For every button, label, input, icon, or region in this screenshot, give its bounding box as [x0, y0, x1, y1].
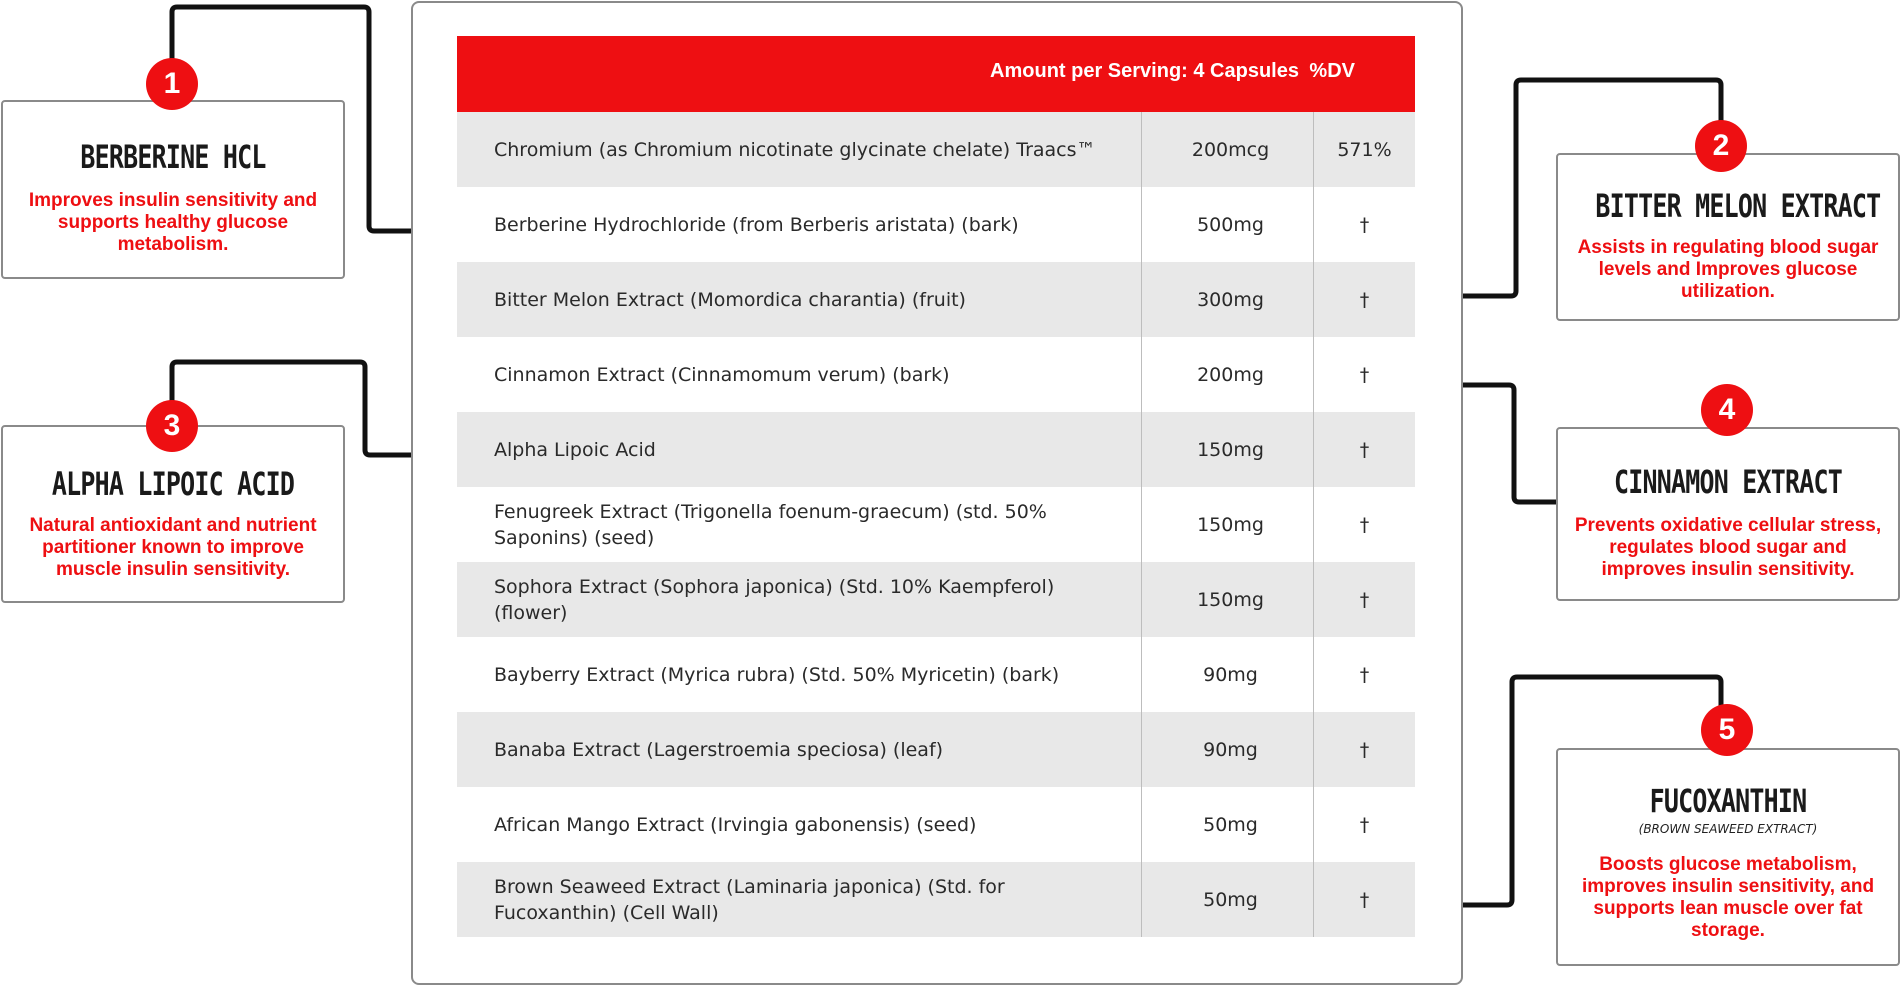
ingredient-dv: † — [1359, 738, 1370, 761]
ingredient-dv: † — [1359, 813, 1370, 836]
callout-title: ALPHA LIPOIC ACID — [51, 465, 295, 503]
ingredient-dv: † — [1359, 438, 1370, 461]
ingredient-name: Alpha Lipoic Acid — [494, 438, 656, 461]
table-row — [457, 337, 1415, 412]
ingredient-amount: 200mcg — [1191, 138, 1270, 161]
callout-description: Natural antioxidant and nutrient partitioner known to improve muscle insulin sensitivity. — [29, 515, 317, 580]
ingredient-amount: 500mg — [1197, 213, 1264, 236]
table-row — [457, 862, 1415, 937]
callout-title: FUCOXANTHIN — [1649, 782, 1807, 820]
ingredient-dv: † — [1359, 213, 1370, 236]
ingredient-name: Bayberry Extract (Myrica rubra) (Std. 50% Myricetin) (bark) — [494, 663, 1060, 686]
ingredient-name: African Mango Extract (Irvingia gabonensis) (seed) — [494, 813, 977, 836]
callout-title: BITTER MELON EXTRACT — [1595, 187, 1881, 225]
table-row — [457, 112, 1415, 187]
callout-description: Prevents oxidative cellular stress, regulates blood sugar and improves insulin sensitivity. — [1574, 515, 1882, 580]
callout-description: Assists in regulating blood sugar levels and Improves glucose utilization. — [1577, 237, 1879, 302]
callout-berberine — [1, 100, 345, 279]
table-row — [457, 712, 1415, 787]
table-header — [457, 36, 1415, 112]
ingredient-name: Cinnamon Extract (Cinnamomum verum) (bark) — [494, 363, 950, 386]
ingredient-name: Fenugreek Extract (Trigonella foenum-graecum) (std. 50% Saponins) (seed) — [494, 500, 1047, 549]
ingredient-amount: 300mg — [1197, 288, 1264, 311]
ingredient-dv: † — [1359, 588, 1370, 611]
header-amount: Amount per Serving: 4 Capsules — [990, 60, 1299, 82]
callout-number-badge: 1 — [146, 58, 198, 110]
table-row — [457, 562, 1415, 637]
callout-number-badge: 5 — [1701, 704, 1753, 756]
ingredient-dv: † — [1359, 363, 1370, 386]
ingredient-amount: 150mg — [1197, 438, 1264, 461]
header-dv: %DV — [1309, 60, 1355, 82]
ingredient-amount: 90mg — [1203, 663, 1258, 686]
callout-fucoxanthin — [1556, 748, 1900, 966]
ingredient-name: Banaba Extract (Lagerstroemia speciosa) (leaf) — [494, 738, 944, 761]
ingredient-name: Berberine Hydrochloride (from Berberis aristata) (bark) — [494, 213, 1019, 236]
ingredient-amount: 50mg — [1203, 813, 1258, 836]
ingredient-dv: † — [1359, 513, 1370, 536]
table-row — [457, 787, 1415, 862]
ingredient-name: Sophora Extract (Sophora japonica) (Std. 10% Kaempferol) (flower) — [494, 575, 1055, 624]
ingredient-name: Chromium (as Chromium nicotinate glycinate chelate) Traacs™ — [494, 138, 1096, 161]
table-row — [457, 262, 1415, 337]
callout-title: CINNAMON EXTRACT — [1614, 463, 1842, 501]
ingredient-dv: 571% — [1337, 138, 1392, 161]
callout-description: Boosts glucose metabolism, improves insulin sensitivity, and supports lean muscle over fat storage. — [1581, 854, 1875, 941]
ingredient-amount: 150mg — [1197, 513, 1264, 536]
supplement-facts-table — [457, 36, 1415, 937]
table-row — [457, 412, 1415, 487]
callout-number-badge: 2 — [1695, 120, 1747, 172]
callout-cinnamon — [1556, 427, 1900, 601]
callout-description: Improves insulin sensitivity and supports healthy glucose metabolism. — [28, 190, 318, 255]
ingredient-name: Brown Seaweed Extract (Laminaria japonica) (Std. for Fucoxanthin) (Cell Wall) — [494, 875, 1005, 924]
ingredient-name: Bitter Melon Extract (Momordica charantia) (fruit) — [494, 288, 966, 311]
ingredient-amount: 200mg — [1197, 363, 1264, 386]
ingredient-amount: 90mg — [1203, 738, 1258, 761]
callout-number-badge: 4 — [1701, 384, 1753, 436]
ingredient-amount: 150mg — [1197, 588, 1264, 611]
callout-number-badge: 3 — [146, 400, 198, 452]
callout-title: BERBERINE HCL — [80, 138, 266, 176]
ingredient-dv: † — [1359, 288, 1370, 311]
callout-subtitle: (BROWN SEAWEED EXTRACT) — [1638, 822, 1818, 836]
table-row — [457, 187, 1415, 262]
ingredient-amount: 50mg — [1203, 888, 1258, 911]
ingredient-dv: † — [1359, 888, 1370, 911]
callout-bitter-melon — [1556, 153, 1900, 321]
table-row — [457, 487, 1415, 562]
ingredient-dv: † — [1359, 663, 1370, 686]
table-row — [457, 637, 1415, 712]
